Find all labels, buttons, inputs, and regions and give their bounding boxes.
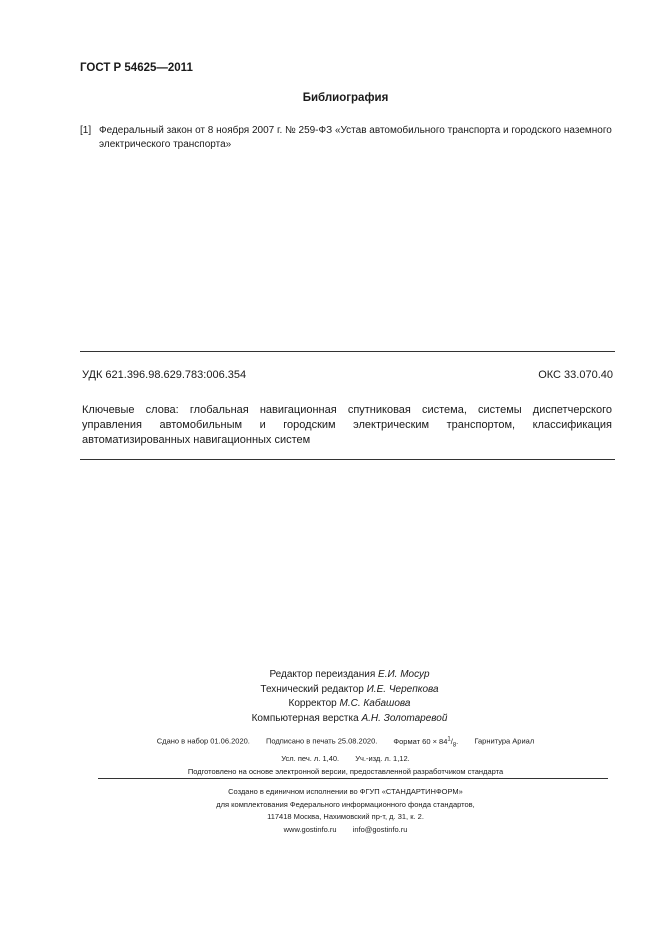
editor-role: Корректор xyxy=(288,698,337,709)
editor-line xyxy=(38,668,661,683)
editor-line xyxy=(38,683,661,698)
standard-code: ГОСТ Р 54625—2011 xyxy=(80,62,193,74)
editor-role: Редактор переиздания xyxy=(269,669,376,680)
divider-publisher xyxy=(98,778,608,779)
print-info xyxy=(0,733,661,778)
publisher-contacts xyxy=(30,824,661,837)
editor-line xyxy=(38,697,661,712)
prepared-note: Подготовлено на основе электронной версии, предоставленной разработчиком стандарта xyxy=(187,767,504,776)
bibliography-entry-text: Федеральный закон от 8 ноября 2007 г. № 259-ФЗ «Устав автомобильного транспорта и городского наземного электрического транспорта» xyxy=(99,125,612,150)
divider-bottom xyxy=(80,459,615,460)
print-info-line-1 xyxy=(30,733,661,752)
editor-name: М.С. Кабашова xyxy=(339,698,411,709)
publisher-line: для комплектования Федерального информационного фонда стандартов, xyxy=(216,799,475,809)
publisher-block xyxy=(0,786,661,836)
publisher-line: Создано в единичном исполнении во ФГУП «СТАНДАРТИНФОРМ» xyxy=(228,787,463,796)
editors-block xyxy=(0,668,661,726)
publisher-sheets: Уч.-изд. л. 1,12. xyxy=(355,754,410,763)
format: Формат $60 \times 84^1/_8$. xyxy=(393,736,459,748)
editor-name: А.Н. Золотаревой xyxy=(361,712,448,724)
email-link[interactable]: info@gostinfo.ru xyxy=(352,824,408,834)
bibliography-entry-number: [1] xyxy=(80,125,92,136)
website-link[interactable]: www.gostinfo.ru xyxy=(283,824,337,834)
bibliography-entry xyxy=(80,124,620,152)
submitted-date: Сдано в набор 01.06.2020. xyxy=(156,736,250,746)
divider-top xyxy=(80,351,615,352)
signed-date: Подписано в печать 25.08.2020. xyxy=(265,736,378,746)
keywords-block xyxy=(82,403,612,448)
editor-name: И.Е. Черепкова xyxy=(366,683,439,695)
bibliography-title: Библиография xyxy=(302,92,389,104)
typeface: Гарнитура Ариал xyxy=(474,736,535,746)
editor-line xyxy=(38,712,661,727)
keywords-text: глобальная навигационная спутниковая система, системы диспетчерского управления автомобильным и городским электрическим транспортом, классификация автоматизированных навигационных систем xyxy=(82,404,612,446)
editor-role: Технический редактор xyxy=(260,683,364,695)
editor-role: Компьютерная верстка xyxy=(251,712,359,724)
oks-code: ОКС 33.070.40 xyxy=(538,369,613,381)
publisher-address: 117418 Москва, Нахимовский пр-т, д. 31, к. 2. xyxy=(267,812,424,821)
udk-code: УДК 621.396.98.629.783:006.354 xyxy=(82,369,247,381)
keywords-label: Ключевые слова: xyxy=(82,404,179,416)
editor-name: Е.И. Мосур xyxy=(378,669,430,680)
print-info-line-2 xyxy=(30,752,661,765)
printed-sheets: Усл. печ. л. 1,40. xyxy=(281,754,340,763)
